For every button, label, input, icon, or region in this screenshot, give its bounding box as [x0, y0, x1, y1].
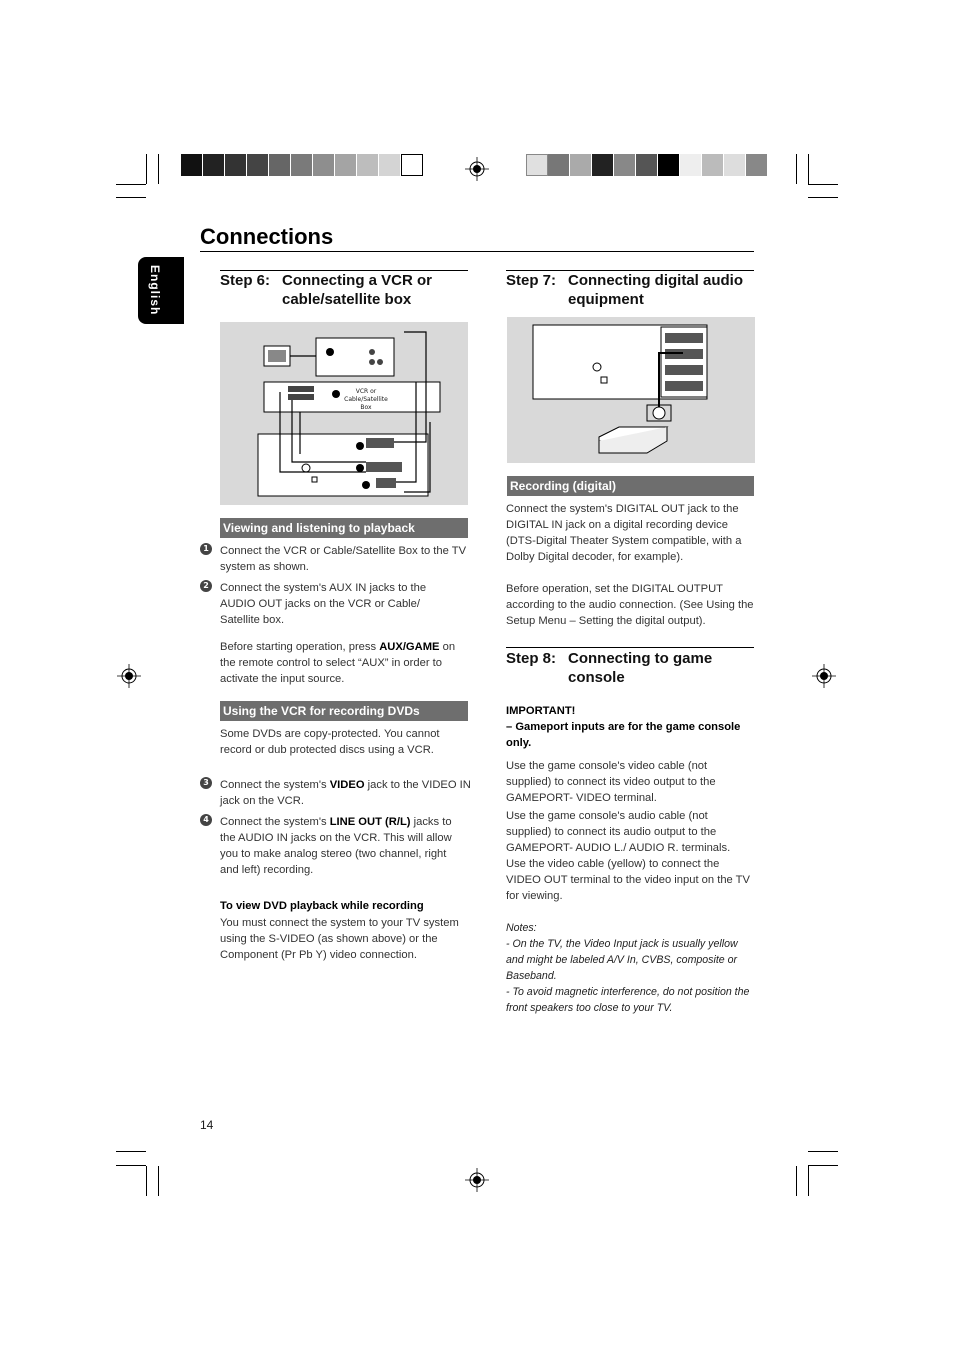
game-text-2: Use the game console's audio cable (not supplied) to connect its audio output to the GAMEPORT- AUDIO L./ AUDIO R. terminals. — [506, 810, 731, 854]
before-post: on the remote control to select “AUX” in order to activate the input source. — [220, 641, 456, 685]
item2-text: Connect the system's AUX IN jacks to the AUDIO OUT jacks on the VCR or Cable/ Satellite box. — [220, 582, 427, 626]
step8-title-line2: console — [568, 669, 625, 686]
digital-text-2: Before operation, set the DIGITAL OUTPUT according to the audio connection. (See Using the Setup Menu – Setting the digital output). — [506, 583, 754, 627]
important-label: IMPORTANT! — [506, 705, 576, 717]
step6-number: Step 6: — [220, 272, 271, 289]
copy-protected-text: Some DVDs are copy-protected. You cannot record or dub protected discs using a VCR. — [220, 728, 440, 756]
vcr-connection-figure — [220, 322, 468, 505]
step7-title-line2: equipment — [568, 291, 644, 308]
step6-title-line2: cable/satellite box — [282, 291, 412, 308]
item4-pre: Connect the system's — [220, 816, 330, 828]
game-text-3: Use the video cable (yellow) to connect the VIDEO OUT terminal to the video input on the TV for viewing. — [506, 858, 750, 902]
gray-scale-bar-right — [526, 154, 768, 176]
item4-bold: LINE OUT (R/L) — [329, 816, 411, 828]
page-number: 14 — [200, 1118, 214, 1132]
view-playback-heading: To view DVD playback while recording — [220, 900, 424, 912]
section-recording-band: Using the VCR for recording DVDs — [220, 701, 468, 721]
bullet-4: 4 — [200, 814, 212, 826]
step8-title-line1: Connecting to game — [568, 650, 713, 667]
registration-mark-icon — [117, 664, 141, 688]
title-rule — [200, 251, 754, 252]
language-tab-label: English — [148, 265, 162, 316]
registration-mark-icon — [465, 1168, 489, 1192]
step8-rule — [506, 647, 754, 648]
bullet-2: 2 — [200, 580, 212, 592]
step7-number: Step 7: — [506, 272, 557, 289]
step7-heading — [506, 271, 756, 309]
step6-heading — [220, 271, 470, 309]
item3-pre: Connect the system's — [220, 779, 330, 791]
step8-number: Step 8: — [506, 650, 557, 667]
view-playback-text: You must connect the system to your TV system using the S-VIDEO (as shown above) or the Component (Pr Pb Y) video connection. — [220, 917, 459, 961]
language-tab — [138, 257, 184, 324]
item4-post: jacks to the AUDIO IN jacks on the VCR. This will allow you to make analog stereo (two channel, right and left) recording. — [220, 816, 452, 876]
gray-scale-bar-left — [181, 154, 423, 176]
step6-title-line1: Connecting a VCR or — [282, 272, 433, 289]
bullet-3: 3 — [200, 777, 212, 789]
item3-bold: VIDEO — [329, 779, 365, 791]
step7-title-line1: Connecting digital audio — [568, 272, 743, 289]
bullet-1: 1 — [200, 543, 212, 555]
page-title: Connections — [200, 224, 334, 249]
game-text-1: Use the game console's video cable (not supplied) to connect its video output to the GAMEPORT- VIDEO terminal. — [506, 760, 716, 804]
note-2: - To avoid magnetic interference, do not position the front speakers too close to your TV. — [506, 986, 750, 1014]
item3-post: jack to the VIDEO IN jack on the VCR. — [220, 779, 471, 807]
before-operation-text — [220, 639, 470, 687]
registration-mark-icon — [465, 157, 489, 181]
vcr-diagram — [220, 322, 468, 505]
section-digital-band: Recording (digital) — [507, 476, 754, 496]
item3-text — [220, 777, 472, 809]
notes-label: Notes: — [506, 922, 537, 934]
digital-text-1: Connect the system's DIGITAL OUT jack to the DIGITAL IN jack on a digital recording device (DTS-Digital Theater System compatible, with a Dolby Digital decoder, for example). — [506, 503, 742, 563]
digital-diagram — [507, 317, 755, 463]
important-text: – Gameport inputs are for the game console only. — [506, 721, 741, 749]
item1-text: Connect the VCR or Cable/Satellite Box to the TV system as shown. — [220, 545, 467, 573]
registration-mark-icon — [812, 664, 836, 688]
digital-connection-figure — [507, 317, 755, 463]
step8-heading — [506, 649, 756, 687]
note-1: - On the TV, the Video Input jack is usually yellow and might be labeled A/V In, CVBS, composite or Baseband. — [506, 938, 738, 982]
figure-vcr-label: VCR or Cable/Satellite Box — [344, 388, 388, 411]
before-pre: Before starting operation, press — [220, 641, 380, 653]
aux-game-key: AUX/GAME — [379, 641, 440, 653]
section-viewing-band: Viewing and listening to playback — [220, 518, 468, 538]
item4-text — [220, 814, 466, 878]
